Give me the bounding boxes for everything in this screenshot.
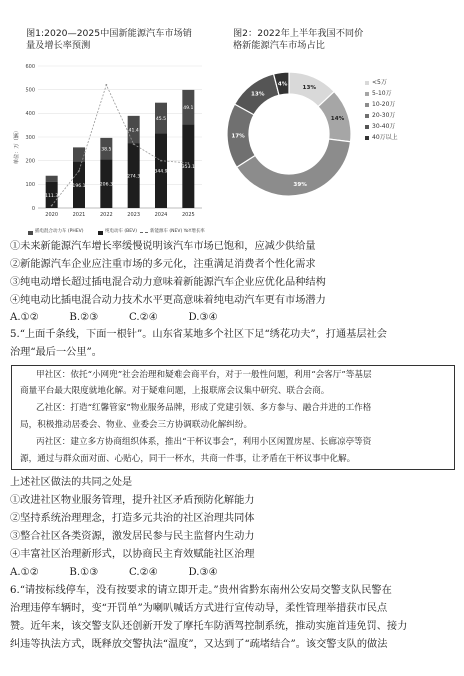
donut-legend-swatch [365,125,369,129]
nev-growth-point [78,170,80,172]
donut-legend-item [365,78,425,89]
donut-slice-label: 13% [302,85,316,92]
donut-legend-swatch [365,103,369,107]
chart1-ylabel: 单位：万（辆） [14,127,20,165]
q5-stem-line-1: 5.“上面千条线，下面一根针”。山东省某地多个社区下足“绣花功夫”，打通基层社会 [10,329,387,340]
donut-legend-item [365,111,425,122]
y-tick-label: 500 [25,87,35,94]
bar-label-bev: 111.3 [45,193,59,199]
donut-legend-item [365,100,425,111]
chart1-plot [12,58,208,228]
q6-line-4: 纠违等执法方式，既释放交警执法“温度”，又达到了“疏堵结合”。该交警支队的做法 [10,639,388,650]
donut-legend-swatch [365,136,369,140]
legend-swatch-phev [28,231,33,235]
q5-option-4: ④丰富社区治理新形式，以协商民主育效赋能社区治理 [10,549,255,560]
donut-legend-item [365,89,425,100]
donut-legend-label: 20-30万 [372,112,396,119]
donut-legend-item [365,133,425,144]
nev-growth-point [105,84,107,86]
chart1-legend [28,229,208,237]
nev-growth-point [133,143,135,145]
donut-legend-label: 10-20万 [372,101,396,108]
y-tick-label: 600 [25,63,35,70]
box-line-5: 丙社区：建立多方协商组织体系，推出“干杯议事会”，利用小区闲置房屋、长廊凉亭等资 [36,437,372,447]
chart2-title: 图2：2022年上半年我国不同价格新能源汽车市场占比 [233,28,364,51]
bar-label-phev: 49.1 [183,106,194,112]
donut-legend-label: <5万 [372,79,387,86]
donut-legend-swatch [365,92,369,96]
bar-label-phev: 45.5 [155,117,167,123]
bar-label-bev: 206.3 [99,182,113,188]
q4-option-1: ①未来新能源汽车增长率缓慢说明该汽车市场已饱和，应减少供给量 [10,241,316,252]
chart2-plot [214,64,364,204]
donut-slice-label: 13% [251,91,265,98]
donut-legend-swatch [365,114,369,118]
y-tick-label: 200 [25,158,35,165]
y-tick-label: 300 [25,134,35,141]
donut-legend-swatch [365,81,369,85]
q5-option-2: ②坚持系统治理理念，打造多元共治的社区治理共同体 [10,513,255,524]
bar-label-phev: 38.5 [101,147,112,153]
nev-growth-point [187,162,189,164]
box-line-1: 甲社区：依托“小网兜”社会治理和疑难会商平台，对于一般性问题，利用“会客厅”等基层 [36,370,372,380]
legend-label-nev: 新能源车 (NEV) YoY增长率 [150,229,205,234]
q4-option-4: ④纯电动比插电混合动力技术水平更高意味着纯电动汽车更有市场潜力 [10,295,326,306]
q6-line-2: 治理违停车辆时，变“开罚单”为喇叭喊话方式进行宣传动导，柔性管理举措获市民点 [10,603,388,614]
donut-slice-label: 14% [330,116,345,123]
bar-phev [46,176,58,182]
q6-line-1: 6.“请按标线停车，没有按要求的请立即开走。”贵州省黔东南州公安局交警支队民警在 [10,585,392,596]
x-tick-label: 2025 [181,212,195,218]
q6-line-3: 赞。近年来，该交警支队还创新开发了摩托车防洒驾控制系统，推动实施首违免罚、接力 [10,621,408,632]
q5-option-3: ③整合社区各类资源，激发居民参与民主监督内生动力 [10,531,255,542]
y-tick-label: 0 [31,205,35,212]
donut-legend-label: 5-10万 [372,90,392,97]
y-tick-label: 100 [25,182,35,189]
bar-phev [73,147,85,161]
legend-swatch-bev [98,231,103,235]
chart1-title: 图1:2020—2025中国新能源汽车市场销量及增长率预测 [26,28,192,51]
x-tick-label: 2020 [45,212,59,218]
bar-label-bev: 344.9 [154,169,168,175]
donut-slice-label: 17% [231,133,245,140]
donut-legend-item [365,122,425,133]
x-tick-label: 2021 [72,212,86,218]
q5-stem-line-2: 治理“最后一公里”。 [10,347,102,358]
q4-answers: A.①② B.②③ C.②④ D.③④ [10,312,218,323]
nev-growth-point [160,160,162,162]
legend-swatch-nev [140,232,148,233]
q5-question: 上述社区做法的共同之处是 [10,477,133,488]
x-tick-label: 2023 [127,212,141,218]
donut-legend-label: 40万以上 [372,134,398,141]
nev-growth-point [51,205,53,207]
bar-label-bev: 353.1 [181,165,195,171]
q4-option-2: ②新能源汽车企业应注重市场的多元化，注重满足消费者个性化需求 [10,259,316,270]
q4-option-3: ③纯电动增长超过插电混合动力意味着新能源汽车企业应优化品种结构 [10,277,326,288]
donut-slice-label: 4% [277,81,288,88]
q5-option-1: ①改进社区物业服务管理，提升社区矛盾预防化解能力 [10,495,255,506]
box-line-2: 商量平台最大限度就地化解。对于疑难问题，上报联席会议集中研究、联合会商。 [20,386,330,396]
chart2-legend [365,78,425,144]
legend-label-bev: 纯电动车 (BEV) [105,229,137,234]
q5-material-box [11,365,455,470]
x-tick-label: 2022 [99,212,113,218]
bar-label-bev: 196.1 [72,183,86,189]
box-line-6: 源，通过与群众面对面、心贴心，同干一杯水，共商一件事，让矛盾在干杯议事中化解。 [20,454,356,464]
donut-legend-label: 30-40万 [372,123,396,130]
donut-slice-label: 39% [293,181,307,188]
bar-label-phev: 41.4 [128,128,139,134]
box-line-3: 乙社区：打造“红馨管家”物业服务品牌，形成了党建引领、多方参与、融合并进的工作格 [36,403,372,413]
box-line-4: 局，积极推动居委会、物业、业委会三方协调联动化解纠纷。 [20,420,253,430]
q5-answers: A.①② B.①③ C.②④ D.③④ [10,567,218,578]
bar-label-bev: 274.3 [127,174,141,180]
legend-label-phev: 插电混合动力车 (PHEV) [35,229,84,234]
y-tick-label: 400 [25,111,35,118]
x-tick-label: 2024 [154,212,168,218]
